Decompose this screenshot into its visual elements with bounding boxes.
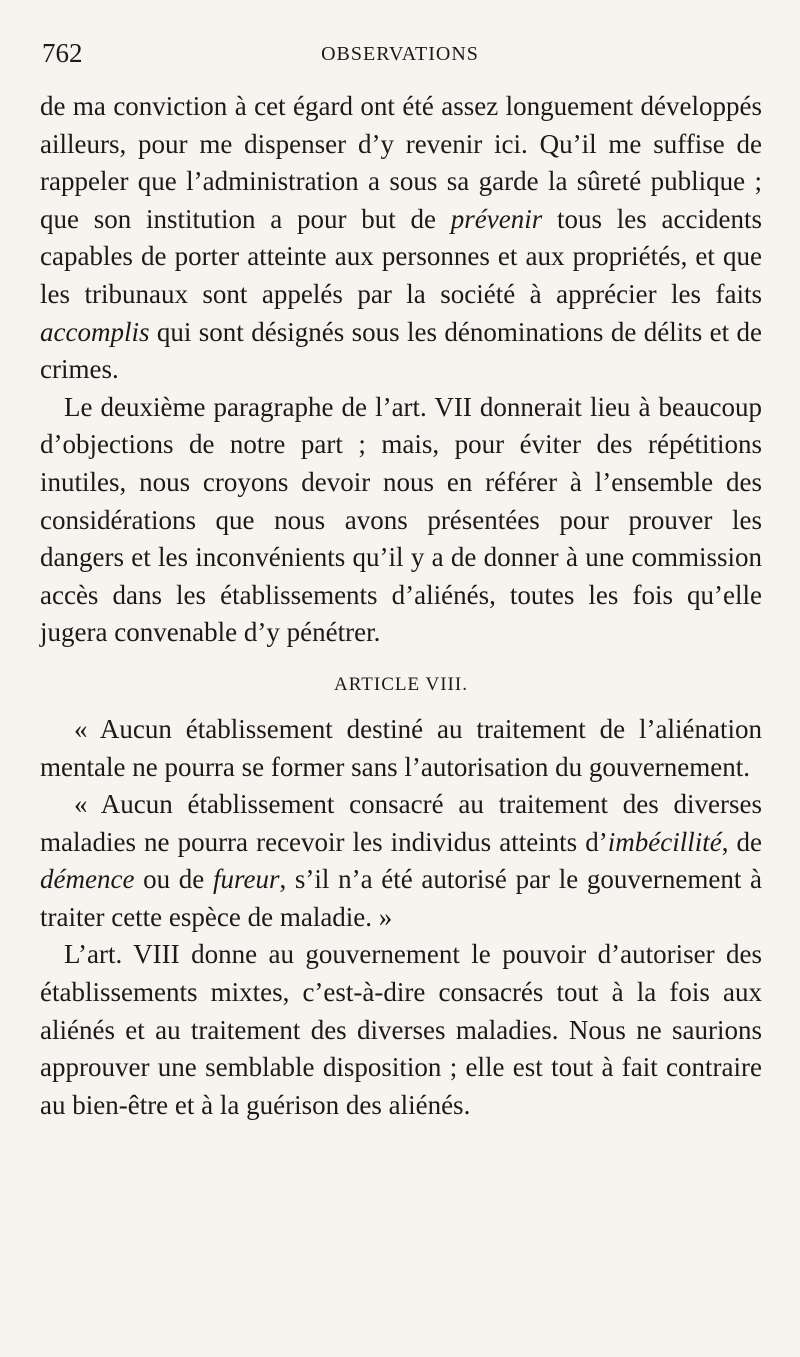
text-run: ou de — [134, 864, 213, 895]
text-run: tous les accidents capables de porter atteinte aux personnes et aux propriétés, et que les tribunaux sont appelés par la société à apprécier les faits — [40, 203, 762, 309]
article-quote-first — [40, 711, 762, 786]
text-run: de ma conviction à cet égard ont été assez longuement développés ailleurs, pour me dispenser d’y revenir ici. Qu’il me suffise de rappeler que l’administration a sous sa garde la sûreté publique ; que son institution a pour but de — [40, 91, 762, 234]
italic-term: imbécillité — [607, 826, 722, 857]
text-run: , s’il n’a été autorisé par le gouvernement à traiter cette espèce de maladie. » — [40, 864, 763, 932]
text-run: qui sont désignés sous les dénominations de délits et de crimes. — [40, 316, 762, 385]
italic-term: démence — [40, 864, 135, 895]
text-run: « Aucun établissement consacré au traitement des diverses maladies ne pourra recevoir les individus atteints d’ — [40, 789, 762, 857]
italic-term: fureur — [212, 864, 280, 895]
text-run: « Aucun établissement destiné au traitement de l’aliénation mentale ne pourra se former sans l’autorisation du gouvernement. — [40, 713, 762, 782]
running-head — [42, 38, 758, 78]
paragraph-continuation — [40, 88, 762, 389]
running-title: OBSERVATIONS — [321, 43, 479, 65]
article-quote-second — [40, 786, 762, 936]
text-run: Le deuxième paragraphe de l’art. VII donnerait lieu à beaucoup d’objections de notre part ; mais, pour éviter des répétitions inutiles, nous croyons devoir nous en référer à l’ensemble des considérations que nous avons présentées pour prouver les dangers et les inconvénients qu’il y a de donner à une commission accès dans les établissements d’aliénés, toutes les fois qu’elle jugera convenable d’y pénétrer. — [40, 391, 762, 648]
body-text — [40, 88, 762, 1124]
paragraph-article-vii-comment — [40, 389, 762, 652]
page-number: 762 — [42, 38, 83, 68]
text-run: , de — [721, 826, 763, 857]
italic-term: prévenir — [450, 203, 543, 234]
paragraph-article-viii-comment — [40, 936, 762, 1124]
italic-term: accomplis — [40, 316, 150, 347]
text-run: L’art. VIII donne au gouvernement le pouvoir d’autoriser des établissements mixtes, c’est-à-dire consacrés tout à la fois aux aliénés et au traitement des diverses maladies. Nous ne saurions approuver une semblable disposition ; elle est tout à fait contraire au bien-être et à la guérison des aliénés. — [40, 939, 762, 1120]
section-heading: ARTICLE VIII. — [334, 673, 468, 695]
